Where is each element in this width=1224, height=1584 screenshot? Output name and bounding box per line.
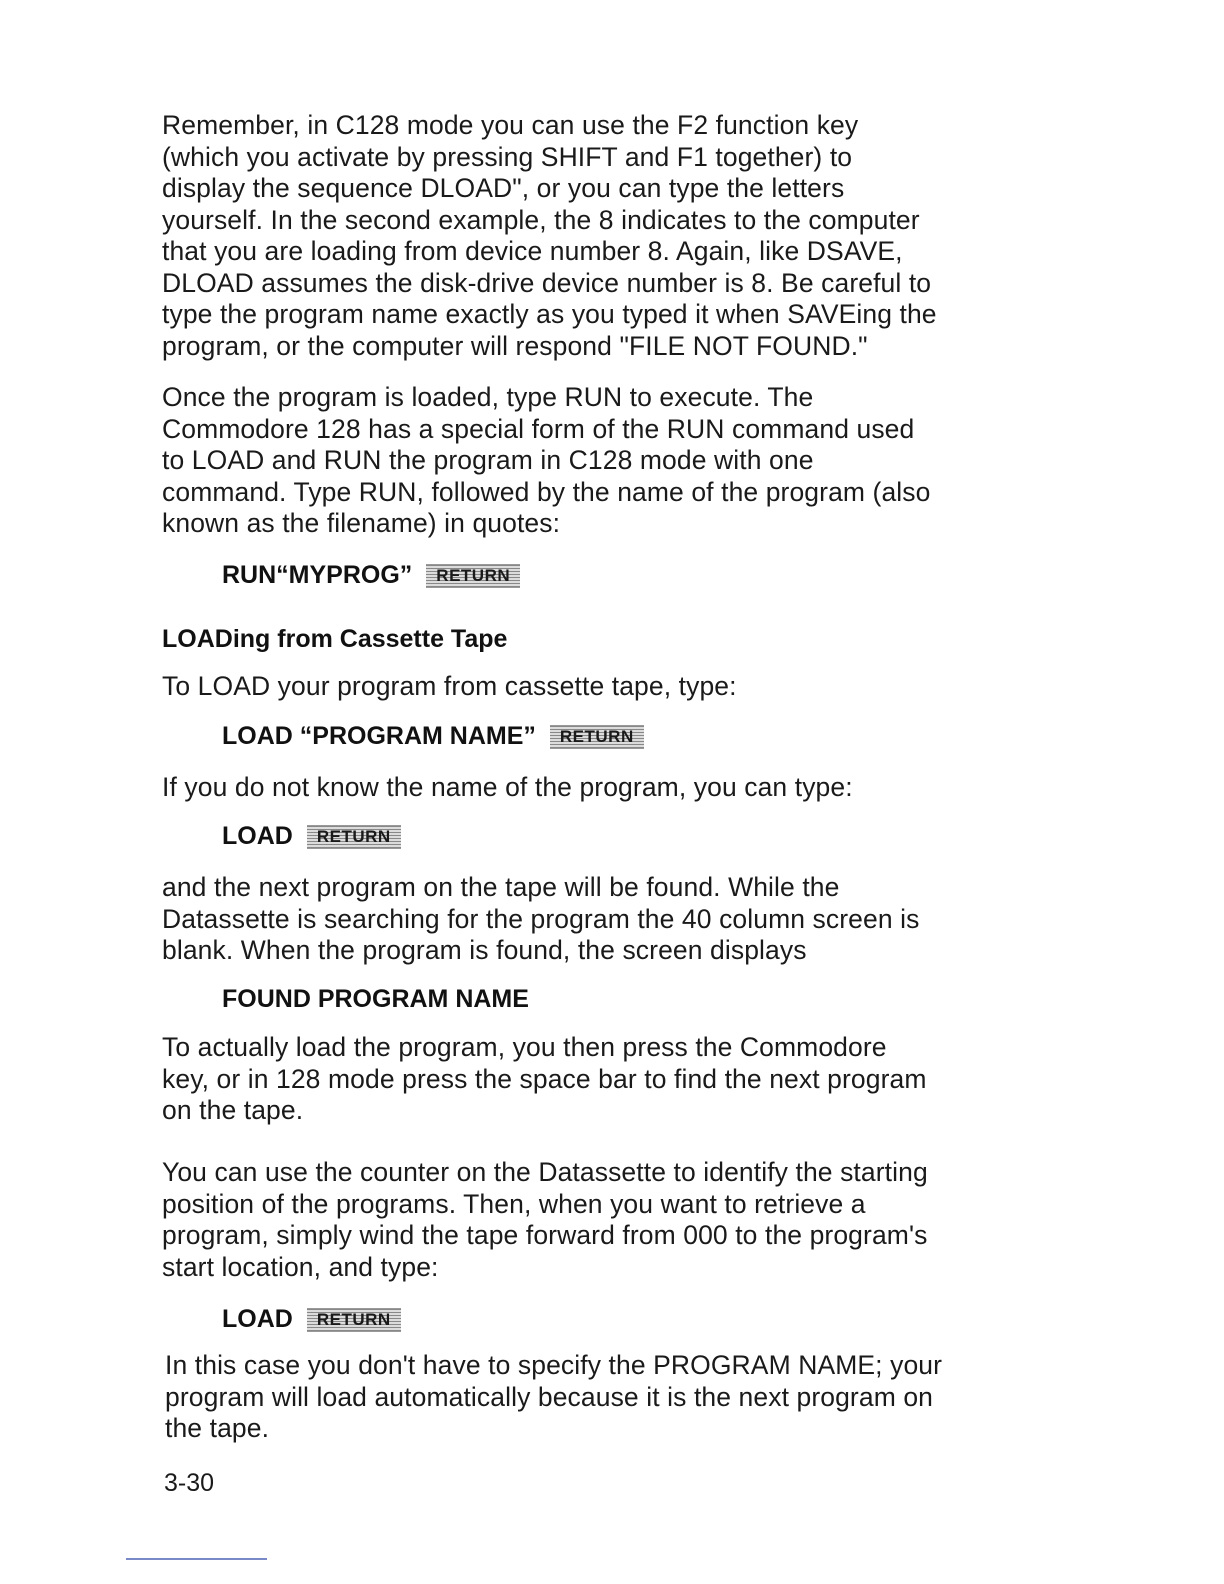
text-line: key, or in 128 mode press the space bar to find the next program <box>162 1063 927 1094</box>
paragraph-counter <box>162 1157 1002 1283</box>
text-line: Once the program is loaded, type RUN to execute. The <box>162 382 814 412</box>
command-run-myprog <box>222 560 520 590</box>
text-line: program will load automatically because it is the next program on <box>165 1381 934 1412</box>
footer-divider <box>126 1558 267 1560</box>
text-line: To actually load the program, you then press the Commodore <box>162 1032 887 1062</box>
return-key-icon: RETURN <box>550 725 644 749</box>
text-line: Commodore 128 has a special form of the RUN command used <box>162 413 915 444</box>
paragraph-tape-intro <box>162 671 1002 703</box>
text-line: If you do not know the name of the program, you can type: <box>162 772 853 802</box>
return-key-icon: RETURN <box>426 564 520 588</box>
command-load-program-name <box>222 721 644 751</box>
paragraph-unknown-name <box>162 772 1002 804</box>
command-text: RUN“MYPROG” <box>222 561 413 589</box>
text-line: the tape. <box>165 1413 270 1443</box>
text-line: program, simply wind the tape forward from 000 to the program's <box>162 1220 928 1250</box>
section-heading-cassette: LOADing from Cassette Tape <box>162 625 508 653</box>
command-text: LOAD <box>222 822 293 850</box>
text-line: blank. When the program is found, the screen displays <box>162 935 807 965</box>
paragraph-dload-explanation <box>162 110 1002 362</box>
text-line: yourself. In the second example, the 8 indicates to the computer <box>162 204 920 235</box>
text-line: and the next program on the tape will be found. While the <box>162 872 840 902</box>
command-load-final <box>222 1304 401 1334</box>
text-line: program, or the computer will respond "FILE NOT FOUND." <box>162 330 868 361</box>
text-line: command. Type RUN, followed by the name of the program (also <box>162 476 931 507</box>
command-text: LOAD <box>222 1305 293 1333</box>
text-line: You can use the counter on the Datassette to identify the starting <box>162 1157 928 1187</box>
text-line: that you are loading from device number 8. Again, like DSAVE, <box>162 236 903 266</box>
text-line: To LOAD your program from cassette tape, type: <box>162 671 737 701</box>
display-found-program-name: FOUND PROGRAM NAME <box>222 985 529 1013</box>
text-line: position of the programs. Then, when you want to retrieve a <box>162 1188 866 1219</box>
text-line: DLOAD assumes the disk-drive device number is 8. Be careful to <box>162 267 932 298</box>
text-line: to LOAD and RUN the program in C128 mode with one <box>162 445 814 475</box>
text-line: In this case you don't have to specify the PROGRAM NAME; your <box>165 1350 943 1380</box>
text-line: known as the filename) in quotes: <box>162 508 561 538</box>
page-number: 3-30 <box>164 1469 215 1497</box>
paragraph-final <box>165 1350 1005 1445</box>
text-line: (which you activate by pressing SHIFT and F1 together) to <box>162 141 853 172</box>
text-line: display the sequence DLOAD", or you can type the letters <box>162 173 845 203</box>
command-load-plain <box>222 821 401 851</box>
return-key-icon: RETURN <box>307 1308 401 1332</box>
return-key-icon: RETURN <box>307 825 401 849</box>
text-line: Datassette is searching for the program the 40 column screen is <box>162 903 920 934</box>
paragraph-next-program <box>162 872 1002 967</box>
paragraph-actually-load <box>162 1032 1002 1127</box>
text-line: type the program name exactly as you typed it when SAVEing the <box>162 299 937 329</box>
text-line: Remember, in C128 mode you can use the F2 function key <box>162 110 859 140</box>
paragraph-run-command <box>162 382 1002 540</box>
text-line: on the tape. <box>162 1095 304 1125</box>
text-line: start location, and type: <box>162 1251 439 1282</box>
command-text: LOAD “PROGRAM NAME” <box>222 722 536 750</box>
